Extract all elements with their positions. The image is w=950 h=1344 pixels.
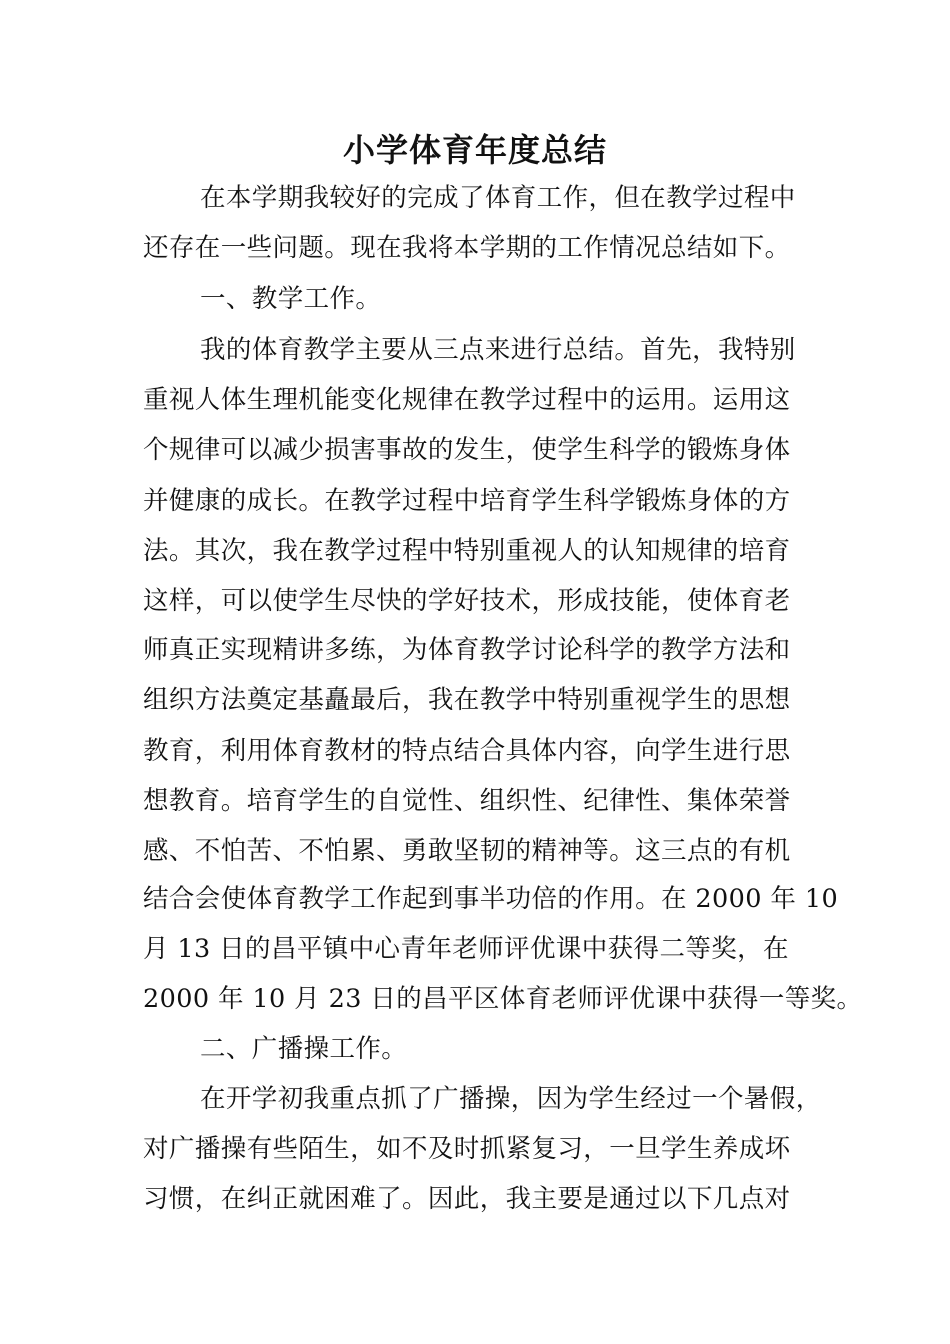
body-line: 对广播操有些陌生，如不及时抓紧复习，一旦学生养成坏 (143, 1134, 791, 1164)
body-line: 并健康的成长。在教学过程中培育学生科学锻炼身体的方 (143, 486, 791, 516)
body-line: 组织方法奠定基矗最后，我在教学中特别重视学生的思想 (143, 685, 791, 715)
body-line: 月 13 日的昌平镇中心青年老师评优课中获得二等奖，在 (143, 934, 789, 964)
body-line: 结合会使体育教学工作起到事半功倍的作用。在 2000 年 10 (143, 884, 839, 914)
body-line: 这样，可以使学生尽快的学好技术，形成技能，使体育老 (143, 586, 791, 616)
body-line: 感、不怕苦、不怕累、勇敢坚韧的精神等。这三点的有机 (143, 836, 791, 866)
body-line: 在本学期我较好的完成了体育工作，但在教学过程中 (200, 183, 796, 213)
body-line: 习惯，在纠正就困难了。因此，我主要是通过以下几点对 (143, 1184, 791, 1214)
body-line: 师真正实现精讲多练，为体育教学讨论科学的教学方法和 (143, 635, 791, 665)
body-line: 想教育。培育学生的自觉性、组织性、纪律性、集体荣誉 (143, 786, 791, 816)
document-title: 小学体育年度总结 (342, 131, 607, 169)
body-line: 还存在一些问题。现在我将本学期的工作情况总结如下。 (143, 233, 791, 263)
body-line: 教育，利用体育教材的特点结合具体内容，向学生进行思 (143, 736, 791, 766)
body-line: 在开学初我重点抓了广播操，因为学生经过一个暑假， (200, 1084, 822, 1114)
body-line: 法。其次，我在教学过程中特别重视人的认知规律的培育 (143, 536, 791, 566)
body-line: 我的体育教学主要从三点来进行总结。首先，我特别 (200, 335, 796, 365)
body-line: 2000 年 10 月 23 日的昌平区体育老师评优课中获得一等奖。 (143, 984, 863, 1014)
body-line: 重视人体生理机能变化规律在教学过程中的运用。运用这 (143, 385, 791, 415)
body-line: 个规律可以减少损害事故的发生，使学生科学的锻炼身体 (143, 435, 791, 465)
section-heading: 二、广播操工作。 (200, 1034, 408, 1064)
section-heading: 一、教学工作。 (200, 284, 382, 314)
